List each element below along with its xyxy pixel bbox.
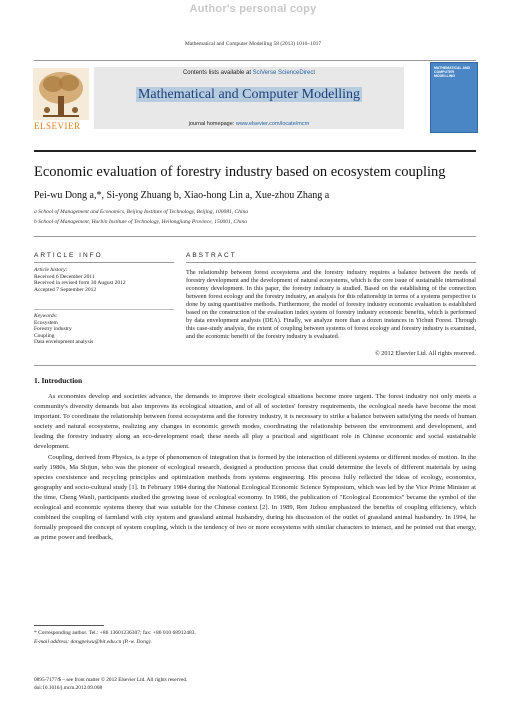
front-matter <box>34 676 187 692</box>
header-bottom-rule <box>34 150 476 152</box>
sciencedirect-link[interactable]: SciVerse ScienceDirect <box>252 70 316 76</box>
watermark: Author's personal copy <box>189 3 317 15</box>
header-top-rule <box>34 60 476 61</box>
affiliation-rule <box>34 236 476 237</box>
cover-title: MATHEMATICAL AND COMPUTER MODELLING <box>434 66 471 78</box>
journal-title: Mathematical and Computer Modelling <box>137 87 360 102</box>
keywords-rule <box>34 309 174 310</box>
journal-citation: Mathematical and Computer Modelling 58 (2013) 1010–1017 <box>184 41 322 47</box>
intro-paragraph-1: As economies develop and societies advance, the demands to improve their ecological situations become more urgent. The forest industry not only meets a community's diversity demands but also improves its ecological situation, and of all of societies' forestry requirements, the ecological needs have become the most important. To coordinate the relationship between forest ecosystems and the forestry industry, it is necessary to strike a balance between satisfying the needs of human society and natural ecosystems, realizing any changes in economic growth modes, coordinating the relationship between the environment and development, and leading the forestry industry along an eco-development road; these needs all play a practical and significant role in Chinese economic and social sustainable development. <box>34 393 476 451</box>
paper-title: Economic evaluation of forestry industry based on ecosystem coupling <box>34 164 446 180</box>
authors: Pei-wu Dong a,*, Si-yong Zhuang b, Xiao-hong Lin a, Xue-zhou Zhang a <box>34 190 330 201</box>
doi-line: doi:10.1016/j.mcm.2012.09.008 <box>34 685 103 691</box>
journal-homepage: journal homepage: www.elsevier.com/locate/mcm <box>188 121 310 127</box>
copyright: © 2012 Elsevier Ltd. All rights reserved. <box>375 350 476 357</box>
contents-available: Contents lists available at SciVerse ScienceDirect <box>182 70 316 76</box>
issn-line: 0895-7177/$ – see front matter © 2012 Elsevier Ltd. All rights reserved. <box>34 677 188 683</box>
introduction-body <box>34 392 476 543</box>
keywords: Keywords: Ecosystem Forestry industry Coupling Data envelopment analysis <box>34 313 94 346</box>
article-info-rule <box>34 262 174 263</box>
affiliation-b: b School of Management, Harbin Institute of Technology, Heilongjiang Province, 150001, China <box>34 219 248 225</box>
footnote-rule <box>34 625 104 626</box>
abstract-heading: ABSTRACT <box>186 252 237 259</box>
intro-paragraph-2: Coupling, derived from Physics, is a type of phenomenon of integration that is formed by the interaction of different systems or different modes of motion. In the early 1980s, Ma Shijun, who was the pioneer of ecological research, designed a production process that could determine the levels of different materials by using species coexistence and recycling principles and optimization methods from systems engineering. His process fully reflected the ideas of ecology, economics, geography and socio-cultural study [1]. In February 1984 during the National Ecological Economic Science Symposium, which was led by the Vice Prime Minister at the time, Cheng Wanli, participants studied the growing issue of ecological economy. In 1986, the publication of "Ecological Economics" became the symbol of the ecological and economic systems theory that was suitable for the Chinese context [2]. In 1989, Ren Jizhou emphasized the benefits of coupling efficiency, which combined the coupling of farmland with city system and grassland animal husbandry, during his discussion of the outlet of grassland animal husbandry. In 1994, he formally proposed the concept of system coupling, which is the tendency of two or more ecosystems with similar characters to interact, and he pointed out that energy, as prime power and feedback, <box>34 453 476 542</box>
abstract-text: The relationship between forest ecosystems and the forestry industry requires a balance between the needs of forestry development and the development of natural ecosystems, which is the core issue of sustainable international economy development. In this paper, the forestry industry is studied. Based on the establishing of the connection between forest ecology and the forestry industry, an analysis for this relationship in terms of a systems perspective is done by using quantitative methods. Furthermore, the model of forestry industry economic evaluation is established based on the construction of the evaluation index system of forestry industry economic benefits, which is performed by data envelopment analysis (DEA). Finally, we analyze more than a dozen instances in Yichun Forest. Through this case-study analysis, the extent of coupling between systems of forest ecology and forestry industry is examined, and the economic benefit of the forestry industry is evaluated. <box>186 269 476 341</box>
elsevier-wordmark: ELSEVIER <box>34 121 81 131</box>
corresponding-author: * Corresponding author. Tel.: +86 13601236307; fax: +86 010 68912483. <box>34 630 196 636</box>
affiliation-a: a School of Management and Economics, Beijing Institute of Technology, Beijing, 100081, China <box>34 209 248 215</box>
author-email: E-mail address: dongpeiwu@bit.edu.cn (P.-w. Dong). <box>34 639 152 645</box>
introduction-heading: 1. Introduction <box>34 376 83 385</box>
article-info-heading: ARTICLE INFO <box>34 252 103 259</box>
abstract-bottom-rule <box>34 365 476 366</box>
article-history: Article history: Received 6 December 2011 Received in revised form 30 August 2012 Accepted 7 September 2012 <box>34 267 126 293</box>
abstract-rule <box>186 262 476 263</box>
homepage-link[interactable]: www.elsevier.com/locate/mcm <box>235 121 310 127</box>
